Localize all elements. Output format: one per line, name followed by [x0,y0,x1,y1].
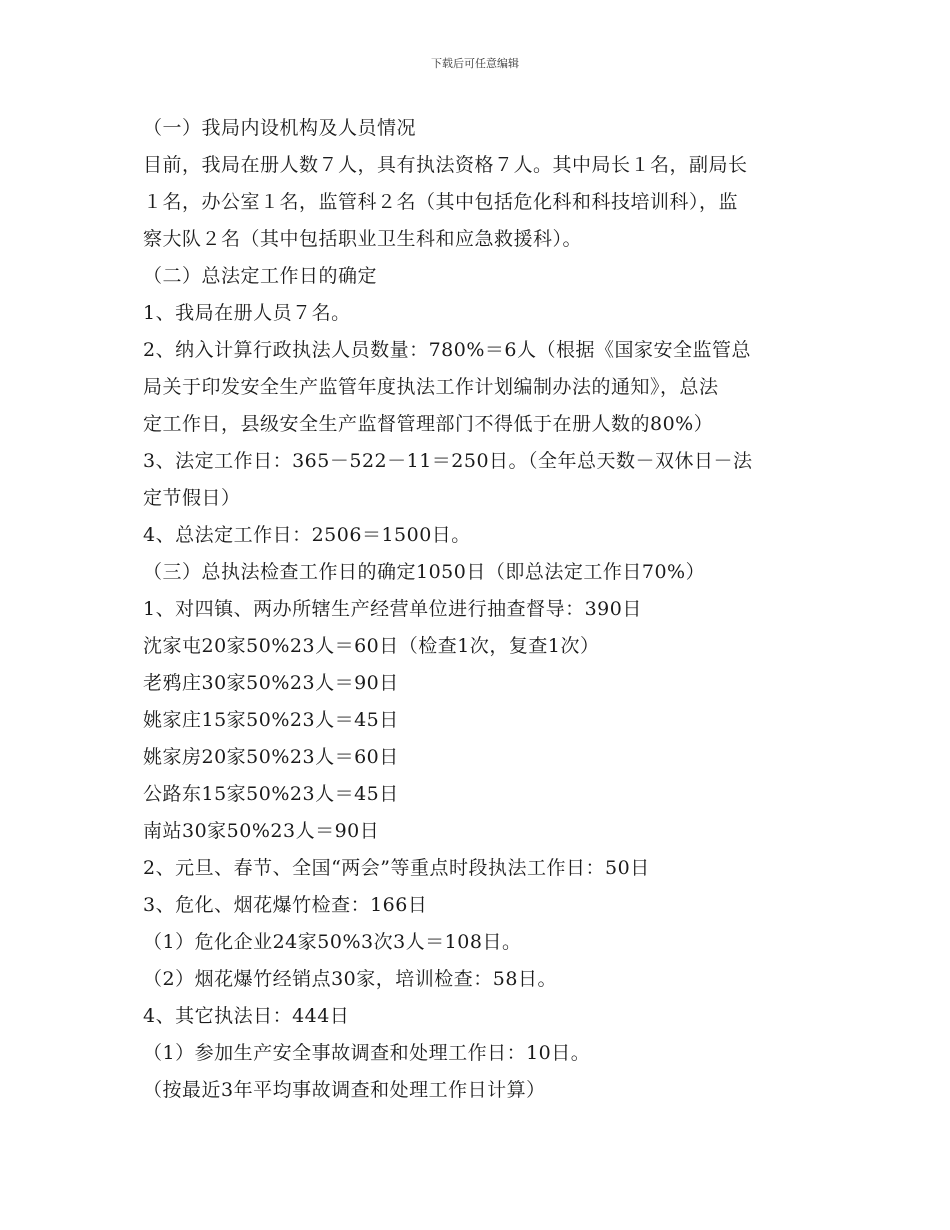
paragraph-line: 局关于印发安全生产监管年度执法工作计划编制办法的通知》，总法 [143,376,719,398]
sub-list-item: （1）危化企业24家50%3次3人＝108日。 [143,931,522,953]
sub-list-item: （1）参加生产安全事故调查和处理工作日：10日。 [143,1042,591,1064]
list-item: 4、总法定工作日：2506＝1500日。 [143,524,471,546]
list-item: 3、法定工作日：365－522－11＝250日。（全年总天数－双休日－法 [143,450,753,472]
paragraph-line: 察大队２名（其中包括职业卫生科和应急救援科）。 [143,228,583,250]
note-line: （按最近3年平均事故调查和处理工作日计算） [143,1079,546,1101]
list-item: 2、纳入计算行政执法人员数量：780%＝6人（根据《国家安全监管总 [143,339,751,361]
list-item: 南站30家50%23人＝90日 [143,820,380,842]
paragraph-line: 定节假日） [143,487,241,509]
section-heading: （三）总执法检查工作日的确定1050日（即总法定工作日70%） [143,561,706,583]
list-item: 姚家房20家50%23人＝60日 [143,746,399,768]
list-item: 姚家庄15家50%23人＝45日 [143,709,399,731]
list-item: 4、其它执法日：444日 [143,1005,350,1027]
section-heading: （一）我局内设机构及人员情况 [143,117,417,139]
paragraph-line: 目前，我局在册人数７人，具有执法资格７人。其中局长１名，副局长 [143,154,748,176]
list-item: 沈家屯20家50%23人＝60日（检查1次，复查1次） [143,635,600,657]
list-item: 1、我局在册人员７名。 [143,302,351,324]
page-header: 下载后可任意编辑 [431,57,519,70]
list-item: 老鸦庄30家50%23人＝90日 [143,672,399,694]
list-item: 3、危化、烟花爆竹检查：166日 [143,894,428,916]
section-heading: （二）总法定工作日的确定 [143,265,378,287]
document-body [143,110,813,1109]
paragraph-line: １名，办公室１名，监管科２名（其中包括危化科和科技培训科），监 [143,191,739,213]
list-item: 公路东15家50%23人＝45日 [143,783,399,805]
list-item: 2、元旦、春节、全国“两会”等重点时段执法工作日：50日 [143,857,650,879]
paragraph-line: 定工作日，县级安全生产监督管理部门不得低于在册人数的80%） [143,413,714,435]
list-item: 1、对四镇、两办所辖生产经营单位进行抽查督导：390日 [143,598,642,620]
sub-list-item: （2）烟花爆竹经销点30家，培训检查：58日。 [143,968,557,990]
